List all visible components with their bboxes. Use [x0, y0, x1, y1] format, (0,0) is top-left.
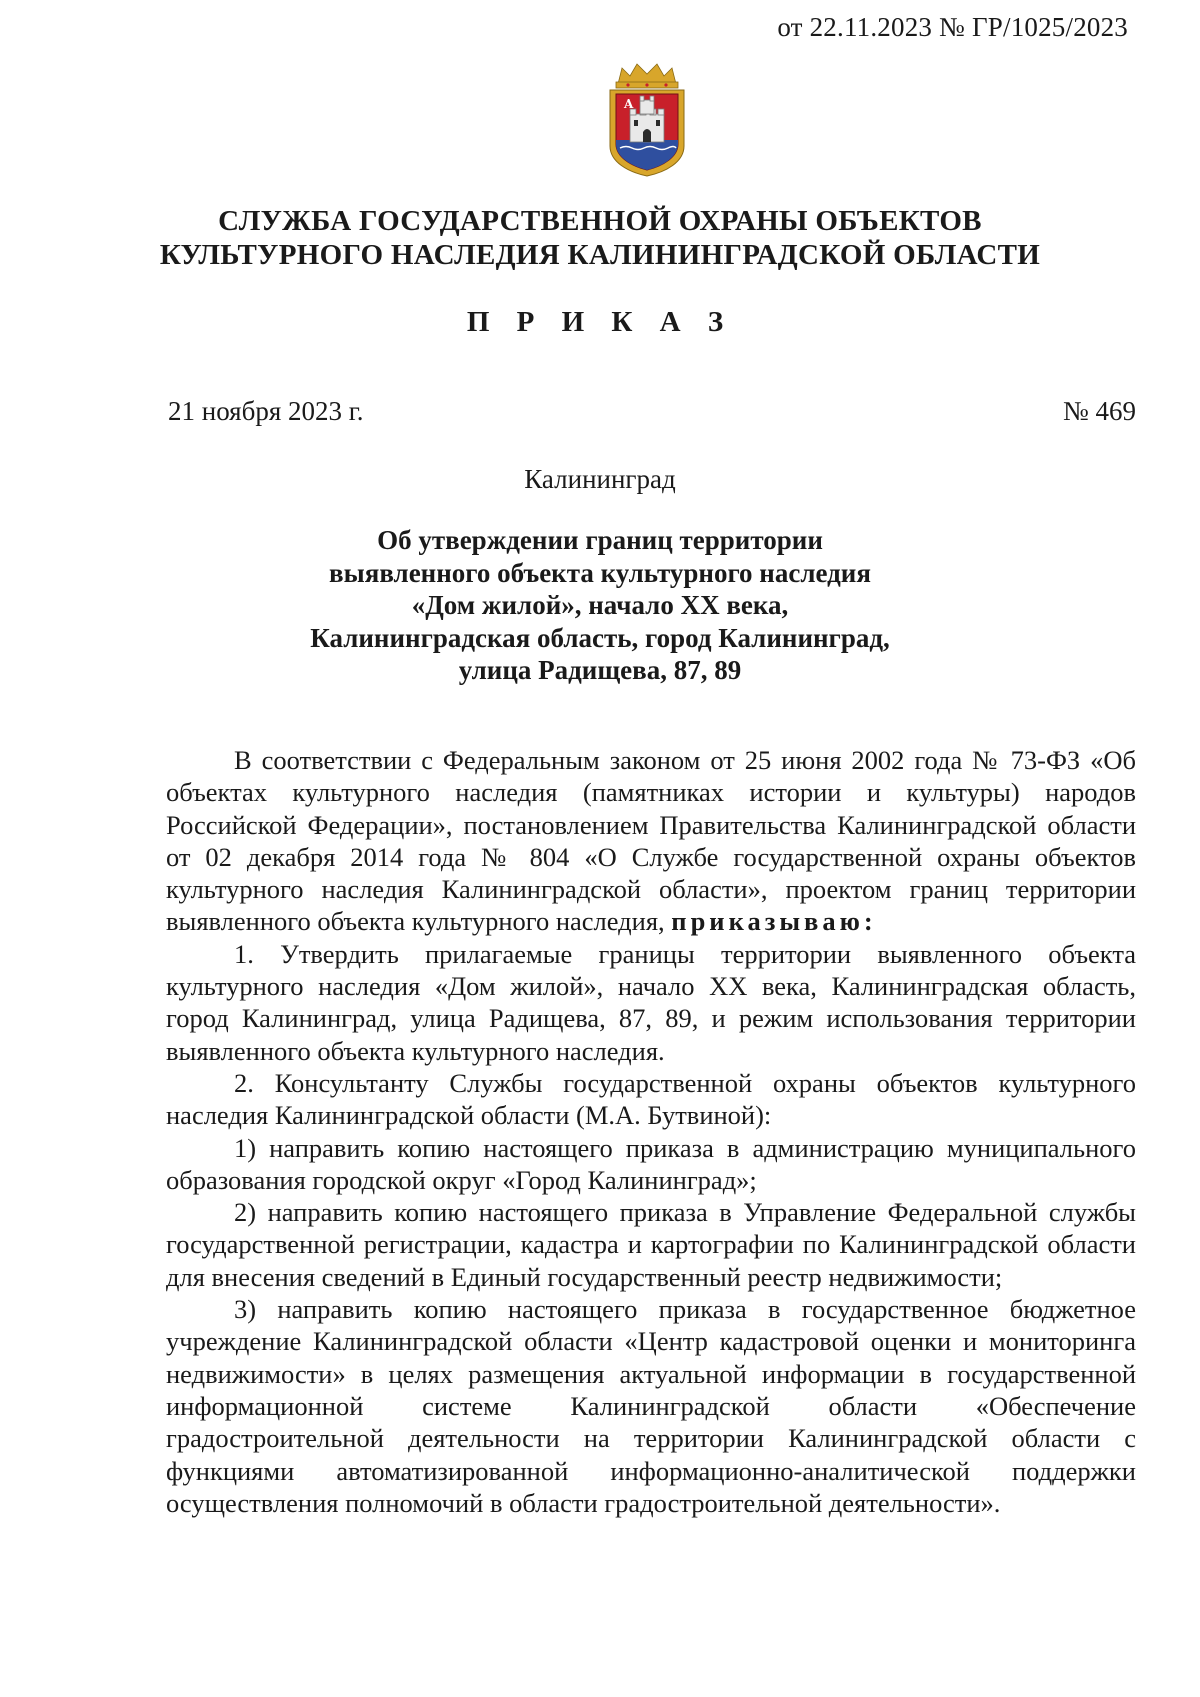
item-2-3: 3) направить копию настоящего приказа в государственное бюджетное учреждение Калининградской области «Центр кадастровой оценки и мониторинга недвижимости» в целях размещения актуальной информации в государственной информационной системе Калининградской области «Обеспечение градостроительной деятельности на территории Калининградской области с функциями автоматизированной информационно-аналитической поддержки осуществления полномочий в области градостроительной деятельности».	[166, 1294, 1136, 1518]
coat-of-arms-icon	[604, 60, 690, 178]
subject-line: выявленного объекта культурного наследия	[329, 557, 871, 588]
organization-title	[0, 204, 1200, 272]
order-body	[166, 744, 1136, 1519]
preamble-text: В соответствии с Федеральным законом от 25 июня 2002 года № 73-ФЗ «Об объектах культурного наследия (памятниках истории и культуры) народов Российской Федерации», постановлением Правительства Калининградской области от 02 декабря 2014 года № 804 «О Службе государственной охраны объектов культурного наследия Калининградской области», проектом границ территории выявленного объекта культурного наследия,	[166, 745, 1136, 937]
order-number: № 469	[1062, 396, 1136, 426]
subject-line: Об утверждении границ территории	[377, 525, 823, 555]
item-2: 2. Консультанту Службы государственной охраны объектов культурного наследия Калининградской области (М.А. Бутвиной):	[166, 1067, 1136, 1131]
date-number-line	[168, 396, 1136, 427]
organization-title-line2: КУЛЬТУРНОГО НАСЛЕДИЯ КАЛИНИНГРАДСКОЙ ОБЛАСТИ	[159, 239, 1041, 271]
item-2-2: 2) направить копию настоящего приказа в Управление Федеральной службы государственной регистрации, кадастра и картографии по Калининградской области для внесения сведений в Единый государственный реестр недвижимости;	[166, 1197, 1136, 1292]
subject-line: «Дом жилой», начало XX века,	[411, 590, 789, 620]
preamble-paragraph	[166, 744, 1136, 938]
subject-line: улица Радищева, 87, 89	[458, 655, 742, 685]
order-word: приказываю:	[671, 906, 877, 937]
item-1: 1. Утвердить прилагаемые границы территории выявленного объекта культурного наследия «Дом жилой», начало XX века, Калининградская область, город Калининград, улица Радищева, 87, 89, и режим использования территории выявленного объекта культурного наследия.	[166, 938, 1136, 1066]
subject-line: Калининградская область, город Калининград,	[310, 622, 890, 653]
order-date: 21 ноября 2023 г.	[168, 396, 364, 426]
city: Калининград	[524, 464, 676, 494]
item-2-1: 1) направить копию настоящего приказа в администрацию муниципального образования городской округ «Город Калининград»;	[166, 1132, 1136, 1195]
registration-stamp: от 22.11.2023 № ГР/1025/2023	[777, 12, 1128, 42]
svg-text:A: A	[624, 97, 634, 111]
order-subject	[0, 524, 1200, 687]
organization-title-line1: СЛУЖБА ГОСУДАРСТВЕННОЙ ОХРАНЫ ОБЪЕКТОВ	[218, 205, 982, 237]
document-type: П Р И К А З	[466, 306, 734, 338]
